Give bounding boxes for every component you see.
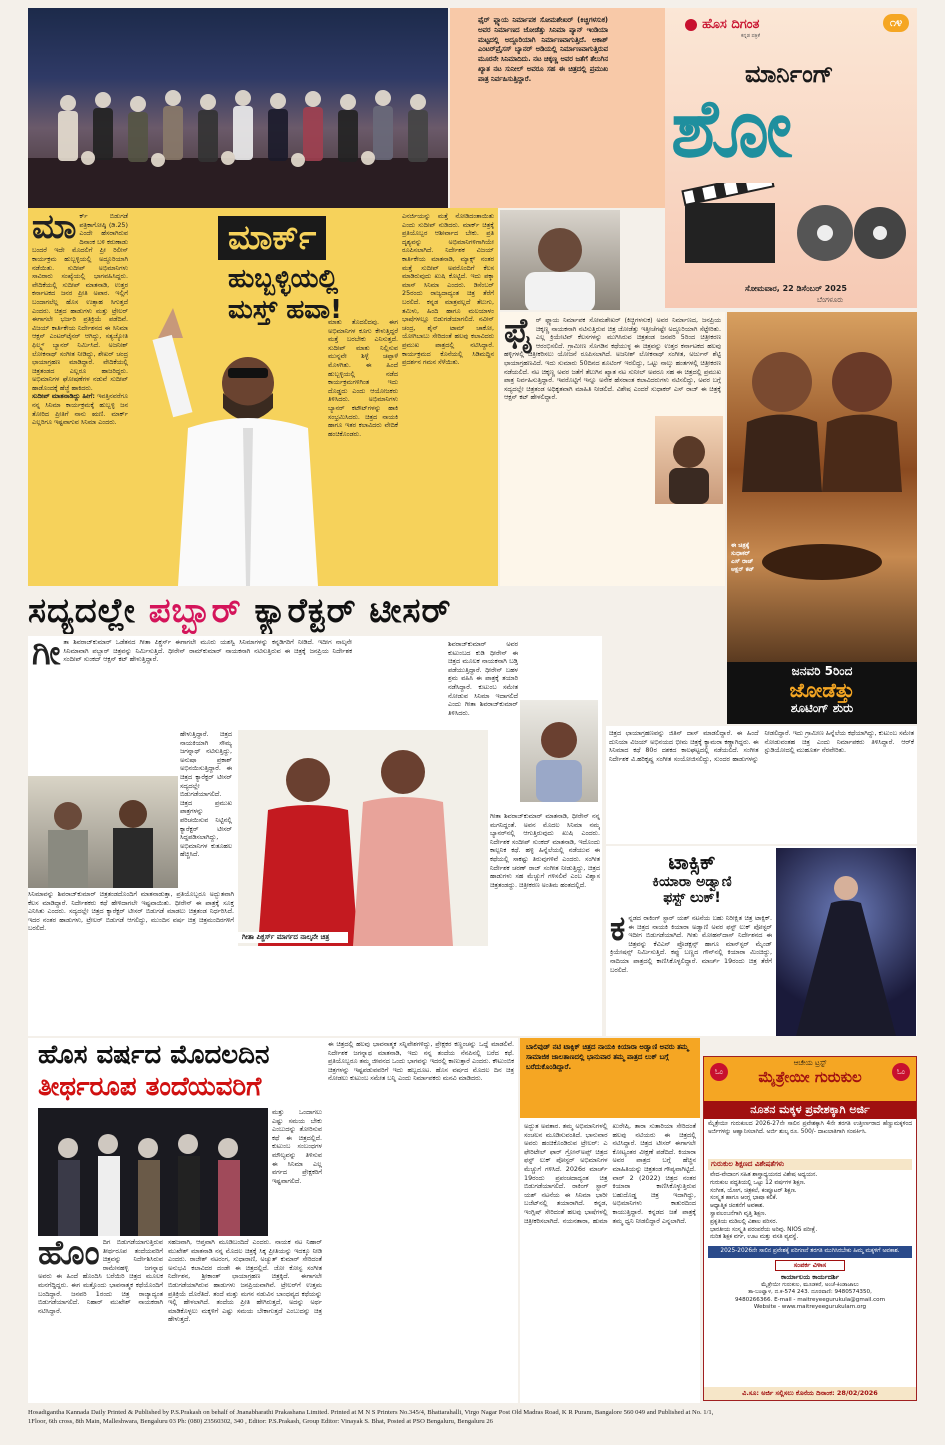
- pabbar-col-mid: ಶಿವರಾಜ್‌ಕುಮಾರ್ ಅವರ ಕುಟುಂಬದ ಕುಡಿ ಧೀರೇನ್ ಈ ಚಿತ್ರದ ಮೂಲಕ ನಾಯಕನಾಗಿ ಬಡ್ತಿ ಪಡೆಯುತ್ತಿದ್ದಾರೆ. ಧೀರೇನ್ ಬಹಳ ಶ್ರಮ ವಹಿಸಿ ಈ ಪಾತ್ರಕ್ಕೆ ತಯಾರಿ ನಡೆಸಿದ್ದಾರೆ. ಕುಟುಂಬ ಸಮೇತ ನೋಡುವ ಸಿನಿಮಾ ಇದಾಗಲಿದೆ ಎಂದು ಗೀತಾ ಶಿವರಾಜ್‌ಕುಮಾರ್ ತಿಳಿಸಿದರು.: [448, 640, 518, 717]
- hosa-article: [28, 1038, 518, 1403]
- producer-portrait: [500, 210, 620, 310]
- ad-feature: ಭಾರತೀಯ ಸಂಸ್ಕೃತಿ ಪರಂಪರೆಯ ಅರಿವು. NIOS ಪರೀಕ್ಷೆ.: [710, 1226, 818, 1233]
- ad-name: ಮೈತ್ರೇಯೀ ಗುರುಕುಲ: [758, 1068, 862, 1086]
- pabbar-headline-2: ಪಬ್ಬಾರ್: [148, 591, 242, 631]
- masthead-title-small: ಮಾರ್ನಿಂಗ್: [745, 60, 834, 88]
- jodettu-dropcap: ಫೈ: [504, 312, 533, 351]
- ad-banner: ನೂತನ ಮಕ್ಕಳ ಪ್ರವೇಶಕ್ಕಾಗಿ ಅರ್ಜಿ: [704, 1101, 916, 1119]
- toxic-title: [612, 850, 772, 906]
- mark-col1-text: ರ್ಕ್ ಬಿಡುಗಡೆ ಪತ್ರಿಕಾಗೋಷ್ಠಿ (ಡಿ.25) ಎಂದೇ ಹೆಸರಾಗಿರುವ ದಿನಾಂಕ ಬಳಿ ಕರುಣಾಡು ಬಂದರೆ ಇದೇ ಮೊದಲಿಗೆ ಪ್ರೀ ರಿಲೀಸ್ ಕಾರ್ಯಕ್ರಮ ಹುಬ್ಬಳ್ಳಿಯಲ್ಲಿ ಅದ್ದೂರಿಯಾಗಿ ನಡೆಯಿತು. ಸುದೀಪ್ ಅಭಿಮಾನಿಗಳು ಸಾವಿರಾರು ಸಂಖ್ಯೆಯಲ್ಲಿ ಭಾಗವಹಿಸಿದ್ದರು. ವೇದಿಕೆಯಲ್ಲಿ ಸುದೀಪ್ ಮಾತನಾಡಿ, ಉತ್ತರ ಕರ್ನಾಟಕದ ಜನರ ಪ್ರೀತಿ ಅಪಾರ. ಇಲ್ಲಿಗೆ ಬಂದಾಗಲೆಲ್ಲ ಹೊಸ ಉತ್ಸಾಹ ಸಿಗುತ್ತದೆ ಎಂದರು. ಚಿತ್ರದ ಹಾಡುಗಳು ಮತ್ತು ಟ್ರೇಲರ್ ಈಗಾಗಲೇ ಭರ್ಜರಿ ಪ್ರತಿಕ್ರಿಯೆ ಪಡೆದಿವೆ. ವಿಜಯ್ ಕಾರ್ತಿಕೇಯ ನಿರ್ದೇಶನದ ಈ ಸಿನಿಮಾ ಆಕ್ಷನ್ ಎಂಟರ್‌ಟೈನರ್ ಆಗಿದ್ದು, ಸತ್ಯಜ್ಯೋತಿ ಫಿಲ್ಮ್ಸ್ ಬ್ಯಾನರ್ ನಿರ್ಮಿಸಿದೆ. ಅಜನೀಶ್ ಲೋಕನಾಥ್ ಸಂಗೀತ ನೀಡಿದ್ದು, ಶೇಖರ್ ಚಂದ್ರ ಛಾಯಾಗ್ರಹಣ ಮಾಡಿದ್ದಾರೆ. ವೇದಿಕೆಯಲ್ಲಿ ಚಿತ್ರತಂಡದ ಎಲ್ಲರೂ ಹಾಜರಿದ್ದರು. ಅಭಿಮಾನಿಗಳ ಘೋಷಣೆಗಳ ನಡುವೆ ಸುದೀಪ್ ಹಾಡೊಂದಕ್ಕೆ ಹೆಜ್ಜೆ ಹಾಕಿದರು.: [32, 212, 128, 392]
- hosa-headline-2: ತೀರ್ಥರೂಪ ತಂದೆಯವರಿಗೆ: [38, 1072, 262, 1102]
- ad-features-title: ಗುರುಕುಲ ಶಿಕ್ಷಣದ ವಿಶೇಷತೆಗಳು: [708, 1159, 912, 1170]
- sudeep-waving-photo: [128, 298, 328, 586]
- clapperboard-icon: [675, 183, 910, 278]
- masthead-city: ಬೆಂಗಳೂರು: [817, 296, 844, 304]
- logo-subtext: ಕನ್ನಡ ಪತ್ರಿಕೆ: [741, 33, 760, 39]
- ad-feature: ವೇದ-ವೇದಾಂಗ ಸಹಿತ ಶಾಸ್ತ್ರಾಧ್ಯಯನದ ವಿಶೇಷ ಅಧ್ಯಯನ.: [710, 1172, 818, 1178]
- jodettu-box-line2: ಜೋಡೆತ್ತು: [789, 678, 855, 702]
- gurukula-ad: [703, 1056, 917, 1401]
- poster-credit: ಈ ಚಿತ್ರಕ್ಕೆ ಸುಧಾಕರ್ ಎಸ್ ರಾಜ್ ಆಕ್ಷನ್ ಕಟ್: [731, 542, 755, 573]
- hosa-col2: ಸಹಜವಾಗಿ, ಆಪ್ತವಾಗಿ ಮೂಡಿಬಂದಿದೆ ಎಂದರು. ನಾಯಕ ನಟ ನಿಹಾರ್ ಮುಖೇಶ್ ಮಾತನಾಡಿ ನನ್ನ ಮೊದಲ ಚಿತ್ರಕ್ಕೆ ಸಿಕ್ಕ ಪ್ರೀತಿಯನ್ನು ಇದಕ್ಕೂ ನೀಡಿ ಎಂದರು. ರಾಜೇಶ್ ನಟರಂಗ, ಸುಧಾರಾಣಿ, ಅಚ್ಯುತ್ ಕುಮಾರ್ ಸೇರಿದಂತೆ ಅನುಭವಿ ಕಲಾವಿದರ ದಂಡೇ ಈ ಚಿತ್ರದಲ್ಲಿದೆ. ಜೋ ಕೋಸ್ಟ ಸಂಗೀತ ನಿರ್ದೇಶನ, ಶ್ರೀಕಾಂತ್ ಛಾಯಾಗ್ರಹಣ ಚಿತ್ರಕ್ಕಿದೆ. ಈಗಾಗಲೇ ಬಿಡುಗಡೆಯಾಗಿರುವ ಹಾಡುಗಳು ಜನಪ್ರಿಯವಾಗಿವೆ. ಟ್ರೇಲರ್‌ಗೆ ಉತ್ತಮ ಪ್ರತಿಕ್ರಿಯೆ ದೊರೆತಿದೆ. ತಂದೆ ಮತ್ತು ಮಗನ ನಡುವಿನ ಬಾಂಧವ್ಯದ ಕಥೆಯನ್ನು ಇಲ್ಲಿ ಹೇಳಲಾಗಿದೆ. ತಂದೆಯ ಪ್ರೀತಿ ಹೇಗಿರುತ್ತದೆ, ಅದನ್ನು ಅರ್ಥ ಮಾಡಿಕೊಳ್ಳಲು ಮಕ್ಕಳಿಗೆ ಎಷ್ಟು ಸಮಯ ಬೇಕಾಗುತ್ತದೆ ಎಂಬುದನ್ನು ಚಿತ್ರ ಹೇಳುತ್ತದೆ.: [168, 1238, 322, 1324]
- mark-col2-text: ಮಾತು ತೊದಲಿದವು. ಈಗ ಅಭಿಮಾನಿಗಳ ಕೂಗು ಕೇಳುತ್ತಿದ್ದರೆ ಮತ್ತೆ ಬರಬೇಕು ಎನಿಸುತ್ತದೆ. ಸುದೀಪ್ ಮಾತು ನಿಲ್ಲಿಸುವ ಮುನ್ನವೇ ಶಿಳ್ಳೆ ಚಪ್ಪಾಳೆ ಮೊಳಗಿತು. ಈ ಹಿಂದೆ ಹುಬ್ಬಳ್ಳಿಯಲ್ಲಿ ನಡೆದ ಕಾರ್ಯಕ್ರಮಗಳಿಗಿಂತ ಇದು ದೊಡ್ಡದು ಎಂದು ಆಯೋಜಕರು ತಿಳಿಸಿದರು. ಅಭಿಮಾನಿಗಳು ಬ್ಯಾನರ್ ಕಟೌಟ್‌ಗಳನ್ನು ಹಾಕಿ ಸಂಭ್ರಮಿಸಿದರು. ಚಿತ್ರದ ನಾಯಕಿ ಹಾಗೂ ಇತರ ಕಲಾವಿದರು ವೇದಿಕೆ ಹಂಚಿಕೊಂಡರು.: [328, 318, 398, 438]
- top-caption-text: ಫೈರ್ ಫ್ಲ್ಯಾಯ ನಿರ್ಮಾಪಕ ಸೋಮಶೇಖರ್ (ಕಿಚ್ಚಿಗಳಸುಕ) ಅವರ ನಿರ್ಮಾಣದ ಜೋಡೆತ್ತು ಸಿನಿಮಾ ಪ್ಯಾನ್ ಇಂಡಿಯಾ ಮಟ್ಟದಲ್ಲಿ ಅದ್ದೂರಿಯಾಗಿ ನಿರ್ಮಾಣವಾಗುತ್ತಿದೆ. ಆಕಾಶ್ ಎಂಟರ್‌ಪ್ರೈಸಸ್ ಬ್ಯಾನರ್ ಅಡಿಯಲ್ಲಿ ನಿರ್ಮಾಣವಾಗುತ್ತಿರುವ ಮೂರನೇ ಸಿನಿಮಾದಿದು. ನಟ ಚಿಕ್ಕಣ್ಣ ಅವರ ಜತೆಗೆ ತೆಲುಗಿನ ಖ್ಯಾತ ನಟ ಸುನೀಲ್ ಅವರೂ ಸಹ ಈ ಚಿತ್ರದಲ್ಲಿ ಪ್ರಮುಖ ಪಾತ್ರ ನಿರ್ವಹಿಸುತ್ತಿದ್ದಾರೆ.: [478, 16, 608, 83]
- pabbar-headline: [28, 588, 628, 634]
- jodettu-box-line3: ಶೂಟಿಂಗ್ ಶುರು: [790, 701, 854, 715]
- bollywood-title: ಬಾಲಿವುಡ್ ನಟಿ ಟಾಕ್ಸಿಕ್ ಚಿತ್ರದ ನಾಯಕಿ ಕಿಯಾರಾ ಅಡ್ವಾಣಿ ಅವರು ತಮ್ಮ ಸಾಮಾಜಿಕ ಜಾಲತಾಣದಲ್ಲಿ ಭಾನುವಾರ ತಮ್ಮ ಪಾತ್ರದ ಲುಕ್ ಬಗ್ಗೆ ಬರೆದುಕೊಂಡಿದ್ದಾರೆ.: [520, 1038, 700, 1118]
- imprint: [28, 1408, 918, 1432]
- mark-col1-tail: ಇವತ್ತಿನವರೆಗೂ ನನ್ನ ಸಿನಿಮಾ ಕಾರ್ಯಕ್ರಮಕ್ಕೆ ಹುಬ್ಬಳ್ಳಿ ಜನ ತೋರಿದ ಪ್ರೀತಿಗೆ ನಾನು ಋಣಿ. ಮಾರ್ಕ್ ಎಲ್ಲರಿಗೂ ಇಷ್ಟವಾಗುವ ಸಿನಿಮಾ ಎಂದರು.: [32, 392, 128, 427]
- hosa-dropcap: ಹೊಂ: [38, 1238, 100, 1273]
- masthead-date: ಸೋಮವಾರ, 22 ಡಿಸೆಂಬರ್ 2025: [745, 284, 847, 293]
- jodettu-text: ರ್ ಫ್ಲ್ಯಾಯ ನಿರ್ಮಾಪಕ ಸೋಮಶೇಖರ್ (ಕಿಚ್ಚಿಗಳಸುಕ) ಅವರ ನಿರ್ಮಾಣದ, ಜನಪ್ರಿಯ ಚಿಕ್ಕಣ್ಣ ನಾಯಕನಾಗಿ ನಟಿಸುತ್ತಿರುವ ಚಿತ್ರ ಜೋಡೆತ್ತು ಇತ್ತೀಚೆಗಷ್ಟೇ ಅದ್ದೂರಿಯಾಗಿ ಸೆಟ್ಟೇರಿತು. ಎಲ್ಲ ಕ್ರಿಯೇಟಿವ್ ಕೆಲಸಗಳನ್ನು ಮುಗಿಸಿರುವ ಚಿತ್ರತಂಡ ಜನವರಿ 5ರಿಂದ ಚಿತ್ರೀಕರಣ ಆರಂಭಿಸಲಿದೆ. ಗ್ರಾಮೀಣ ಸೊಗಡಿನ ಕಥೆಯುಳ್ಳ ಈ ಚಿತ್ರವನ್ನು ಉತ್ತರ ಕರ್ನಾಟಕದ ಹಲವು ಹಳ್ಳಿಗಳಲ್ಲಿ ಚಿತ್ರೀಕರಿಸಲು ಯೋಜನೆ ರೂಪಿಸಲಾಗಿದೆ. ಅಜನೀಶ್ ಲೋಕನಾಥ್ ಸಂಗೀತ, ಅರ್ಜುನ್ ಶೆಟ್ಟಿ ಛಾಯಾಗ್ರಹಣವಿದೆ. ಇದು ಸುಮಾರು 50ದಿನದ ಶೂಟಿಂಗ್ ಇರಲಿದ್ದು, ಒಟ್ಟು ನಾಲ್ಕು ಹಂತಗಳಲ್ಲಿ ಚಿತ್ರೀಕರಣ ನಡೆಯಲಿದೆ. ನಟ ಚಿಕ್ಕಣ್ಣ ಅವರ ಜತೆಗೆ ತೆಲುಗಿನ ಖ್ಯಾತ ನಟ ಸುನೀಲ್ ಅವರೂ ಸಹ ಈ ಚಿತ್ರದಲ್ಲಿ ಪ್ರಮುಖ ಪಾತ್ರ ನಿರ್ವಹಿಸುತ್ತಿದ್ದಾರೆ. ಇವರೊಟ್ಟಿಗೆ ಇನ್ನೂ ಅನೇಕ ಹೆಸರಾಂತ ಕಲಾವಿದರುಗಳು ನಟಿಸಲಿದ್ದು, ಅವರ ಬಗ್ಗೆ ಸದ್ಯದಲ್ಲೇ ಚಿತ್ರತಂಡ ಅಧಿಕೃತವಾಗಿ ಮಾಹಿತಿ ನೀಡಲಿದೆ. ವಿಶೇಷ ಎಂದರೆ ಸುಧಾಕರ್ ಎಸ್ ರಾಜ್ ಈ ಚಿತ್ರಕ್ಕೆ ಆಕ್ಷನ್ ಕಟ್ ಹೇಳಲಿದ್ದಾರೆ.: [504, 316, 721, 402]
- ad-trust: ಆಚೇಯ ಟ್ರಸ್ಟ್: [793, 1059, 827, 1067]
- kiara-poster: [776, 848, 916, 1036]
- ad-feature: ಸ್ವಾವಲಂಬನೆಗಾಗಿ ವೃತ್ತಿ ಶಿಕ್ಷಣ.: [710, 1210, 767, 1217]
- om-icon-right: ಓಂ: [892, 1063, 910, 1081]
- hosa-col1-text: ದಿಗ ಬಿಡುಗಡೆಯಾಗುತ್ತಿರುವ ತೀರ್ಥರೂಪ ತಂದೆಯವರಿಗೆ ಚಿತ್ರವನ್ನು ನಿರ್ದೇಶಿಸಿರುವ ರಾಮೇನಹಳ್ಳಿ ಜಗನ್ನಾಥ ಅವರು ಈ ಹಿಂದೆ ಹೊಂದಿಸಿ ಬರೆಯಿರಿ ಚಿತ್ರದ ಮೂಲಕ ಮನಗೆದ್ದಿದ್ದರು. ಈಗ ಮತ್ತೊಂದು ಭಾವನಾತ್ಮಕ ಕಥೆಯೊಂದಿಗೆ ಬಂದಿದ್ದಾರೆ. ಜನವರಿ 1ರಂದು ಚಿತ್ರ ರಾಜ್ಯಾದ್ಯಂತ ಬಿಡುಗಡೆಯಾಗಲಿದೆ. ನಿಹಾರ್ ಮುಖೇಶ್ ನಾಯಕರಾಗಿ ನಟಿಸಿದ್ದಾರೆ.: [38, 1238, 163, 1315]
- pabbar-intro: [32, 638, 352, 702]
- ad-feature: ಗುರುಕುಲ ಪದ್ಧತಿಯಲ್ಲಿ ಒಟ್ಟು 12 ವರ್ಷಗಳ ಶಿಕ್ಷಣ.: [710, 1179, 806, 1186]
- ad-notice: 2025-2026ನೇ ಸಾಲಿನ ಪ್ರವೇಶಕ್ಕೆ ಪರಿಗಣನೆ ತರಗತಿ ಮುಗಿಸಿರಬೇಕು ಹಿಮ್ಮ ಮಕ್ಕಳಿಗೆ ಅವಕಾಶ.: [708, 1246, 912, 1258]
- ad-office: ಕಾರ್ಯಾಲಯ ಕಾರ್ಯದರ್ಶಿ: [781, 1272, 839, 1281]
- registration-marks-left: [90, 1434, 170, 1442]
- masthead-logo: [685, 14, 855, 40]
- mark-col2: [328, 318, 398, 578]
- ad-feature: ನುರಿತ ಶಿಕ್ಷಕ ವರ್ಗ, ಊಟ ಮತ್ತು ವಸತಿ ವ್ಯವಸ್ಥೆ.: [710, 1234, 799, 1241]
- pabbar-article: [28, 636, 602, 1036]
- ad-feature: ಸಂಗೀತ, ಯೋಗ, ಚಿತ್ರಕಲೆ, ಕಂಪ್ಯೂಟರ್ ಶಿಕ್ಷಣ.: [710, 1187, 797, 1194]
- toxic-title-3: ಫಸ್ಟ್ ಲುಕ್!: [663, 890, 721, 906]
- toxic-title-2: ಕಿಯಾರಾ ಅಡ್ವಾಣಿ: [652, 874, 732, 890]
- ad-features-list: [704, 1170, 916, 1244]
- director-sudhakar-photo: [655, 416, 723, 504]
- toxic-text: [610, 914, 772, 1034]
- registration-marks-right: [760, 1434, 840, 1442]
- mark-col1-lead: ಸುದೀಪ್ ಮಾತನಾಡಿದ್ದು ಹೀಗೆ:: [32, 392, 95, 401]
- ad-contact-title: ಸಂಪರ್ಕ ವಿಳಾಸ: [775, 1260, 845, 1271]
- mark-col1: [32, 212, 128, 582]
- mark-article: [28, 208, 498, 586]
- masthead: [665, 8, 917, 308]
- bollywood-text: ಅದ್ಭುತ ಅವತಾರ. ತಮ್ಮ ಅಭಿಮಾನಿಗಳಲ್ಲಿ ಸಂಚಲನ ಮೂಡಿಸುವಂತಿದೆ. ಭಾನುವಾರ ಅವರು ಹಂಚಿಕೊಂಡಿರುವ ಟ್ರೇಲರ್: ಎ ಫೇರಿಟೇಲ್ ಫಾರ್ ಗ್ರೋನ್‌ಅಪ್ಸ್ ಚಿತ್ರದ ಫಸ್ಟ್ ಲುಕ್ ಪೋಸ್ಟರ್ ಅಭಿಮಾನಿಗಳ ಮೆಚ್ಚುಗೆ ಗಳಿಸಿದೆ. 2026ರ ಮಾರ್ಚ್ 19ರಂದು ಪ್ರಪಂಚದಾದ್ಯಂತ ಚಿತ್ರ ಬಿಡುಗಡೆಯಾಗಲಿದೆ. ರಾಕಿಂಗ್ ಸ್ಟಾರ್ ಯಶ್ ನಟನೆಯ ಈ ಸಿನಿಮಾ ಭಾರೀ ಬಜೆಟ್‌ನಲ್ಲಿ ತಯಾರಾಗಿದೆ. ಕನ್ನಡ, ಇಂಗ್ಲಿಷ್ ಸೇರಿದಂತೆ ಹಲವು ಭಾಷೆಗಳಲ್ಲಿ ಚಿತ್ರೀಕರಿಸಲಾಗಿದೆ. ನಯನತಾರಾ, ಹುಮಾ ಖುರೇಷಿ, ತಾರಾ ಸುತಾರಿಯಾ ಸೇರಿದಂತೆ ಹಲವು ನಟಿಯರು ಈ ಚಿತ್ರದಲ್ಲಿ ನಟಿಸಿದ್ದಾರೆ. ಚಿತ್ರದ ಟೀಸರ್ ಈಗಾಗಲೇ ಕೋಟ್ಯಂತರ ವೀಕ್ಷಣೆ ಪಡೆದಿದೆ. ಕಿಯಾರಾ ಅವರ ಪಾತ್ರದ ಬಗ್ಗೆ ಹೆಚ್ಚಿನ ಮಾಹಿತಿಯನ್ನು ಚಿತ್ರತಂಡ ಗೌಪ್ಯವಾಗಿಟ್ಟಿದೆ. ವಾರ್ 2 (2022) ಚಿತ್ರದ ನಂತರ ಕಿಯಾರಾ ಕಾಣಿಸಿಕೊಳ್ಳುತ್ತಿರುವ ಬಹುದೊಡ್ಡ ಚಿತ್ರ ಇದಾಗಿದ್ದು, ಅಭಿಮಾನಿಗಳು ಕಾತುರದಿಂದ ಕಾಯುತ್ತಿದ್ದಾರೆ. ಕನ್ನಡದ ಜತೆ ಪಾತ್ರಕ್ಕೆ ತಮ್ಮ ಧ್ವನಿ ನೀಡಲಿದ್ದಾರೆ ಎನ್ನಲಾಗಿದೆ.: [524, 1122, 696, 1225]
- pabbar-intro-text: ತಾ ಶಿವರಾಜ್‌ಕುಮಾರ್ ಒಡೆತನದ ಗೀತಾ ಪಿಕ್ಚರ್ಸ್ ಈಗಾಗಲೇ ಮೂರು ಯಶಸ್ವಿ ಸಿನಿಮಾಗಳನ್ನು ಕನ್ನಡಿಗರಿಗೆ ನೀಡಿದೆ. ಇದೀಗ ನಾಲ್ಕನೇ ಸಿನಿಮಾವಾಗಿ ಪಬ್ಬಾರ್ ಚಿತ್ರವನ್ನು ನಿರ್ಮಿಸುತ್ತಿದೆ. ಧೀರೇನ್ ರಾಮ್‌ಕುಮಾರ್ ನಾಯಕನಾಗಿ ನಟಿಸುತ್ತಿರುವ ಈ ಚಿತ್ರಕ್ಕೆ ಜನಪ್ರಿಯ ನಿರ್ದೇಶಕ ಸಂದೀಪ್ ಸುಂಕದ್ ಆಕ್ಷನ್ ಕಟ್ ಹೇಳುತ್ತಿದ್ದಾರೆ.: [63, 638, 352, 664]
- pabbar-dropcap: ಗೀ: [32, 638, 61, 673]
- pabbar-col-left: ಹೇಳುತ್ತಿದ್ದಾರೆ. ಚಿತ್ರದ ನಾಯಕಿಯಾಗಿ ಸೌಮ್ಯ ಜಗನ್ನಾಥ್ ನಟಿಸುತ್ತಿದ್ದು, ಅನುಷಾ ಪ್ರಕಾಶ್ ಅಭಿನಯಿಸುತ್ತಿದ್ದಾರೆ. ಈ ಚಿತ್ರದ ಕ್ಯಾರೆಕ್ಟರ್ ಟೀಸರ್ ಸದ್ಯದಲ್ಲೇ ಬಿಡುಗಡೆಯಾಗಲಿದೆ. ಚಿತ್ರದ ಪ್ರಮುಖ ಪಾತ್ರಗಳನ್ನು ಪರಿಚಯಿಸುವ ನಿಟ್ಟಿನಲ್ಲಿ ಕ್ಯಾರೆಕ್ಟರ್ ಟೀಸರ್ ಸಿದ್ದಪಡಿಸಲಾಗಿದ್ದು, ಅಭಿಮಾನಿಗಳ ಕುತೂಹಲ ಹೆಚ್ಚಿಸಿದೆ.: [180, 730, 232, 859]
- ad-intro: ಮೈತ್ರೇಯೀ ಗುರುಕುಲದ 2026-27ನೇ ಸಾಲಿನ ಪ್ರವೇಶಕ್ಕಾಗಿ 4ನೇ ತರಗತಿ ಉತ್ತೀರ್ಣರಾದ ಹೆಣ್ಣುಮಕ್ಕಳಿಂದ ಅರ್ಜಿಗಳನ್ನು ಆಹ್ವಾನಿಸಲಾಗಿದೆ. ಅರ್ಜಿ ಶುಲ್ಕ ರೂ. 500/- ದಾಖಲಾತಿಗಾಗಿ ಸಂಪರ್ಕಿಸಿ.: [708, 1121, 912, 1135]
- shivarajkumar-family-photo: [28, 776, 178, 888]
- ad-header: [704, 1057, 916, 1101]
- ad-feature: ಸಂಸ್ಕೃತ ಹಾಗೂ ಆಂಗ್ಲ ಭಾಷಾ ಕಲಿಕೆ.: [710, 1195, 778, 1202]
- pabbar-col-bottom: ಸಿನಿಮಾವನ್ನು ಶಿವರಾಜ್‌ಕುಮಾರ್ ಚಿತ್ರತಂಡದೊಂದಿಗೆ ಮಾತನಾಡುತ್ತಾ, ಪ್ರತಿಯೊಬ್ಬರೂ ಅದ್ಭುತವಾಗಿ ಕೆಲಸ ಮಾಡಿದ್ದಾರೆ. ನಿರ್ದೇಶಕರು ಕಥೆ ಹೇಳಿದಾಗಲೇ ಇಷ್ಟವಾಯಿತು. ಧೀರೇನ್ ಈ ಪಾತ್ರಕ್ಕೆ ಸೂಕ್ತ ಎನಿಸಿತು ಎಂದರು. ಸದ್ಯದಲ್ಲೇ ಚಿತ್ರದ ಕ್ಯಾರೆಕ್ಟರ್ ಟೀಸರ್ ಬಿಡುಗಡೆ ಮಾಡಲು ಚಿತ್ರತಂಡ ನಿರ್ಧರಿಸಿದೆ. ಇದರ ನಂತರ ಹಾಡುಗಳು, ಟ್ರೇಲರ್ ಬಿಡುಗಡೆ ಆಗಲಿದ್ದು, ಮುಂದಿನ ವರ್ಷ ಚಿತ್ರ ಚಿತ್ರಮಂದಿರಗಳಿಗೆ ಬರಲಿದೆ.: [28, 890, 234, 933]
- crowd-illustration: [28, 8, 448, 208]
- hosa-cast-photo: [38, 1108, 268, 1236]
- jodettu-tail-text: ಚಿತ್ರದ ಛಾಯಾಗ್ರಹಣವನ್ನು ಜಿತಿನ್ ದಾಸ್ ಮಾಡಲಿದ್ದಾರೆ. ಈ ಹಿಂದೆ ದುನಿಯಾ ವಿಜಯ್ ಅಭಿನಯದ ಭೀಮ ಚಿತ್ರಕ್ಕೆ ಕ್ಯಾಮರಾ ಕಣ್ಣಾಗಿದ್ದರು. ಈ ಸಿನಿಮಾದ ಕಥೆ 80ರ ದಶಕದ ಕಾಲಘಟ್ಟದಲ್ಲಿ ನಡೆಯಲಿದೆ. ಸಂಗೀತ ನಿರ್ದೇಶಕ ವಿ.ಹರಿಕೃಷ್ಣ ಸಂಗೀತ ಸಂಯೋಜಿಸಲಿದ್ದು, ಸುಂದರ ಹಾಡುಗಳನ್ನು ನೀಡಲಿದ್ದಾರೆ. ಇದು ಗ್ರಾಮೀಣ ಹಿನ್ನೆಲೆಯ ಕಥೆಯಾಗಿದ್ದು, ಕುಟುಂಬ ಸಮೇತ ನೋಡುವಂತಹ ಚಿತ್ರ ಎಂದು ನಿರ್ಮಾಪಕರು ತಿಳಿಸಿದ್ದಾರೆ. ಆರ್‌ಕೆ ಸ್ಟುಡಿಯೋದಲ್ಲಿ ಮುಹೂರ್ತ ನೆರವೇರಿತು.: [606, 726, 917, 844]
- hosa-col1: [38, 1238, 163, 1400]
- mark-col3: [402, 212, 494, 582]
- jodettu-top-caption-box: [450, 8, 665, 208]
- hosa-photo-side-text: ಮತ್ತು ಒಂದಾಗಲು ಎಷ್ಟು ಸಮಯ ಬೇಕು ಎಂಬುದನ್ನು ತೋರಿಸುವ ಕಥೆ ಈ ಚಿತ್ರದಲ್ಲಿದೆ. ಕುಟುಂಬ ಸಂಬಂಧಗಳ ಮೌಲ್ಯವನ್ನು ತಿಳಿಸುವ ಈ ಸಿನಿಮಾ ಎಲ್ಲ ವರ್ಗದ ಪ್ರೇಕ್ಷಕರಿಗೆ ಇಷ್ಟವಾಗಲಿದೆ.: [272, 1108, 322, 1185]
- mark-headline-1: ಮಾರ್ಕ್: [218, 216, 326, 260]
- mark-headline-2: ಹುಬ್ಬಳ್ಳಿಯಲ್ಲಿ: [228, 264, 339, 294]
- imprint-line2: 1Floor, 6th cross, 8th Main, Malleshwara, Bengaluru 03 Ph: (080) 23560302, 340 , Editor: P.S.Prakash, Group Editor: Vinayak S. Bhat, Posted at PSO Bengaluru, Bengaluru 26: [28, 1418, 493, 1425]
- pabbar-headline-1: ಸದ್ಯದಲ್ಲೇ: [28, 591, 149, 631]
- jodettu-shooting-box: [727, 662, 917, 724]
- ad-feature: ಆಧ್ಯಾತ್ಮಿಕ ಚಿಂತನೆಗೆ ಅವಕಾಶ.: [710, 1203, 765, 1210]
- ad-address: ಮೈತ್ರೇಯೀ ಗುರುಕುಲ, ಮೂಡಕರೆ, ಅಂಚೆ-ಕಿಂಡಾಜಾಲು ತಾ-ಬಂಟ್ವಾಳ, ದ.ಕ-574 243. ದೂರವಾಣಿ: 9480574350, 9480266366. E-mail - maitreyeegurukula@gmail.com Website - www.maitreyeegurukulam.org: [734, 1281, 886, 1310]
- pabbar-col-right: ಗೀತಾ ಶಿವರಾಜ್‌ಕುಮಾರ್ ಮಾತನಾಡಿ, ಧೀರೇನ್ ನನ್ನ ಮಗನಿದ್ದಂತೆ. ಅವನ ಮೊದಲ ಸಿನಿಮಾ ನಮ್ಮ ಬ್ಯಾನರ್‌ನಲ್ಲಿ ಆಗುತ್ತಿರುವುದು ಖುಷಿ ಎಂದರು. ನಿರ್ದೇಶಕ ಸಂದೀಪ್ ಸುಂಕದ್ ಮಾತನಾಡಿ, ಇದೊಂದು ಕಾಲ್ಪನಿಕ ಕಥೆ. ಹಳ್ಳಿ ಹಿನ್ನೆಲೆಯಲ್ಲಿ ನಡೆಯುವ ಈ ಕಥೆಯಲ್ಲಿ ಸಾಕಷ್ಟು ತಿರುವುಗಳಿವೆ ಎಂದರು. ಸಂಗೀತ ನಿರ್ದೇಶಕ ಚರಣ್ ರಾಜ್ ಸಂಗೀತ ನೀಡುತ್ತಿದ್ದು, ಚಿತ್ರದ ಹಾಡುಗಳು ಸಹ ಮೆಚ್ಚುಗೆ ಗಳಿಸಲಿವೆ ಎಂಬ ವಿಶ್ವಾಸ ಚಿತ್ರತಂಡದ್ದು. ಚಿತ್ರೀಕರಣ ಅಂತಿಮ ಹಂತದಲ್ಲಿದೆ.: [490, 812, 600, 889]
- jodettu-poster: [727, 312, 917, 662]
- ad-deadline: ವಿ.ಸೂ: ಅರ್ಜಿ ಸಲ್ಲಿಸಲು ಕೊನೆಯ ದಿನಾಂಕ: 28/02/2026: [704, 1387, 916, 1400]
- mark-dropcap: ಮಾ: [32, 212, 77, 247]
- hosa-headline-1: ಹೊಸ ವರ್ಷದ ಮೊದಲದಿನ: [38, 1040, 270, 1070]
- ad-feature: ಪ್ರಕೃತಿಯ ಮಡಿಲಲ್ಲಿ ವಿಶಾಲ ಪರಿಸರ.: [710, 1218, 778, 1225]
- toxic-title-1: ಟಾಕ್ಸಿಕ್: [668, 850, 716, 874]
- toxic-article: [606, 846, 917, 1036]
- jodettu-box-line1: ಜನವರಿ 5ರಿಂದ: [791, 664, 853, 678]
- toxic-dropcap: ಕ: [610, 914, 626, 949]
- om-icon: ಓಂ: [710, 1063, 728, 1081]
- logo-icon: [685, 19, 697, 31]
- logo-text: ಹೊಸ ದಿಗಂತ: [702, 17, 760, 32]
- toxic-body: ನ್ನಡದ ರಾಕಿಂಗ್ ಸ್ಟಾರ್ ಯಶ್ ನಟನೆಯ ಬಹು ನಿರೀಕ್ಷಿತ ಚಿತ್ರ ಟಾಕ್ಸಿಕ್. ಈ ಚಿತ್ರದ ನಾಯಕಿ ಕಿಯಾರಾ ಅಡ್ವಾಣಿ ಅವರ ಫಸ್ಟ್ ಲುಕ್ ಪೋಸ್ಟರ್ ಇದೀಗ ಬಿಡುಗಡೆಯಾಗಿದೆ. ಗೀತು ಮೋಹನ್‌ದಾಸ್ ನಿರ್ದೇಶನದ ಈ ಚಿತ್ರವನ್ನು ಕೆವಿಎನ್ ಪ್ರೊಡಕ್ಷನ್ಸ್ ಹಾಗೂ ಮಾನ್‌ಸ್ಟರ್ ಮೈಂಡ್ ಕ್ರಿಯೇಷನ್ಸ್ ನಿರ್ಮಿಸುತ್ತಿದೆ. ಕಪ್ಪು ಬಣ್ಣದ ಗೌನ್‌ನಲ್ಲಿ ಕಿಯಾರಾ ಮಿಂಚಿದ್ದು, ನಾದಿಯಾ ಪಾತ್ರದಲ್ಲಿ ಕಾಣಿಸಿಕೊಳ್ಳಲಿದ್ದಾರೆ. ಮಾರ್ಚ್ 19ರಂದು ಚಿತ್ರ ತೆರೆಗೆ ಬರಲಿದೆ.: [610, 914, 772, 974]
- bollywood-article: [520, 1038, 700, 1403]
- mark-col3-text: ಎನರ್ಜಿಯನ್ನು ಮತ್ತೆ ನೋಡಿದಂತಾಯಿತು ಎಂದು ಸುದೀಪ್ ನುಡಿದರು. ಮಾರ್ಕ್ ಚಿತ್ರಕ್ಕೆ ಪ್ರತಿಯೊಬ್ಬರ ಆಶೀರ್ವಾದ ಬೇಕು. ಪ್ರತಿ ದೃಶ್ಯವನ್ನು ಅಭಿಮಾನಿಗಳಿಗಾಗಿಯೇ ರೂಪಿಸಲಾಗಿದೆ. ನಿರ್ದೇಶಕ ವಿಜಯ್ ಕಾರ್ತಿಕೇಯ ಮಾತನಾಡಿ, ಮ್ಯಾಕ್ಸ್ ನಂತರ ಮತ್ತೆ ಸುದೀಪ್ ಅವರೊಂದಿಗೆ ಕೆಲಸ ಮಾಡಿರುವುದು ಖುಷಿ ಕೊಟ್ಟಿದೆ. ಇದು ಪಕ್ಕಾ ಮಾಸ್ ಸಿನಿಮಾ ಎಂದರು. ಡಿಸೆಂಬರ್ 25ರಂದು ರಾಜ್ಯದಾದ್ಯಂತ ಚಿತ್ರ ತೆರೆಗೆ ಬರಲಿದೆ. ಕನ್ನಡ ಮಾತ್ರವಲ್ಲದೆ ತೆಲುಗು, ತಮಿಳು, ಹಿಂದಿ ಹಾಗೂ ಮಲಯಾಳಂ ಭಾಷೆಗಳಲ್ಲೂ ಬಿಡುಗಡೆಯಾಗಲಿದೆ. ನವೀನ್ ಚಂದ್ರ, ಶೈನ್ ಟಾಮ್ ಚಾಕೋ, ಯೋಗಿಬಾಬು ಸೇರಿದಂತೆ ಹಲವು ಕಲಾವಿದರು ಪ್ರಮುಖ ಪಾತ್ರದಲ್ಲಿ ನಟಿಸಿದ್ದಾರೆ. ಕಾರ್ಯಕ್ರಮದ ಕೊನೆಯಲ್ಲಿ ಸಿಡಿಮದ್ದಿನ ಪ್ರದರ್ಶನ ಗಮನ ಸೆಳೆಯಿತು.: [402, 212, 494, 367]
- mark-event-group-photo: [28, 8, 448, 208]
- mark-headline-3: ಮಸ್ತ್ ಹವಾ!: [228, 295, 342, 325]
- hosa-col3: ಈ ಚಿತ್ರದಲ್ಲಿ ಹಲವು ಭಾವನಾತ್ಮಕ ಸನ್ನಿವೇಶಗಳಿದ್ದು, ಪ್ರೇಕ್ಷಕರ ಕಣ್ಣಂಚನ್ನು ಒದ್ದೆ ಮಾಡಲಿವೆ. ನಿರ್ದೇಶಕ ಜಗನ್ನಾಥ ಮಾತನಾಡಿ, ಇದು ನನ್ನ ತಂದೆಯ ನೆನಪಿನಲ್ಲಿ ಬರೆದ ಕಥೆ. ಪ್ರತಿಯೊಬ್ಬರೂ ತಮ್ಮ ಜೀವನದ ಒಂದು ಭಾಗವನ್ನು ಇದರಲ್ಲಿ ಕಾಣುತ್ತಾರೆ ಎಂದರು. ಕೌಟುಂಬಿಕ ಚಿತ್ರಗಳನ್ನು ಇಷ್ಟಪಡುವವರಿಗೆ ಇದು ಹಬ್ಬದೂಟ. ಹೊಸ ವರ್ಷದ ಮೊದಲ ದಿನ ಚಿತ್ರ ನೋಡಲು ಕುಟುಂಬ ಸಮೇತ ಬನ್ನಿ ಎಂದು ನಿರ್ಮಾಪಕರು ಮನವಿ ಮಾಡಿದರು.: [328, 1040, 514, 1083]
- masthead-title-big: ಶೋ: [671, 84, 795, 174]
- pabbar-photo-caption: ಗೀತಾ ಪಿಕ್ಚರ್ಸ್ ಮಾರ್ಗದ ನಾಲ್ಕನೇ ಚಿತ್ರ: [238, 932, 348, 943]
- imprint-line1: Hosadigantha Kannada Daily Printed & Published by P.S.Prakash on behalf of Jnanabharathi Prakashana Limited. Printed at M N S Printers No.345/4, Bhattarahalli, Virgo Nagar Post Old Madras Road, K R Puram, Bangalore 560 049 and Published at No. 1/1,: [28, 1409, 714, 1416]
- pabbar-headline-3: ಕ್ಯಾರೆಕ್ಟರ್ ಟೀಸರ್: [241, 591, 452, 631]
- page-number-badge: ೧೪: [883, 14, 909, 32]
- director-sandeep-photo: [520, 700, 598, 802]
